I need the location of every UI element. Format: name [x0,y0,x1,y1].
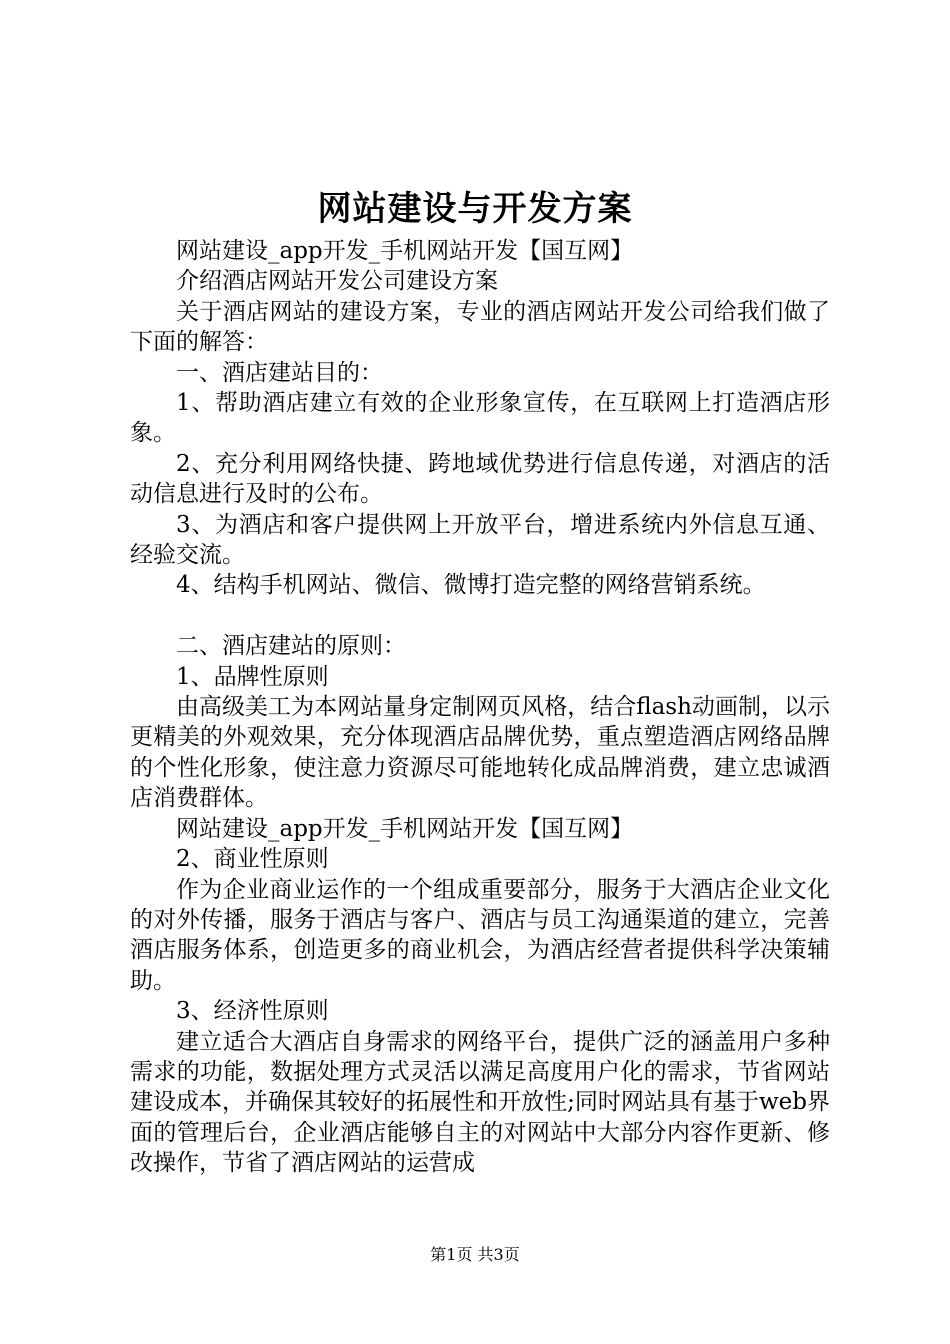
paragraph: 网站建设_app开发_手机网站开发【国互网】 [176,238,634,264]
paragraph: 关于酒店网站的建设方案，专业的酒店网站开发公司给我们做了下面的解答： [130,298,830,356]
section-heading: 一、酒店建站目的： [176,359,383,386]
paragraph: 4、结构手机网站、微信、微博打造完整的网络营销系统。 [176,572,766,599]
paragraph: 2、充分利用网络快捷、跨地域优势进行信息传递，对酒店的活动信息进行及时的公布。 [130,450,830,508]
paragraph: 由高级美工为本网站量身定制网页风格，结合flash动画制，以示更精美的外观效果，充分体现酒店品牌优势，重点塑造酒店网络品牌的个性化形象，使注意力资源尽可能地转化成品牌消费，建立忠诚酒店消费群体。 [130,694,830,812]
paragraph: 3、为酒店和客户提供网上开放平台，增进系统内外信息互通、经验交流。 [130,511,830,569]
subsection-heading: 2、商业性原则 [176,846,329,873]
paragraph: 网站建设_app开发_手机网站开发【国互网】 [176,815,634,842]
section-heading: 二、酒店建站的原则： [176,633,406,660]
paragraph: 作为企业商业运作的一个组成重要部分，服务于大酒店企业文化的对外传播，服务于酒店与客户、酒店与员工沟通渠道的建立，完善酒店服务体系，创造更多的商业机会，为酒店经营者提供科学决策辅助。 [130,876,830,994]
paragraph: 介绍酒店网站开发公司建设方案 [176,268,498,295]
blank-line [130,601,830,631]
subsection-heading: 3、经济性原则 [176,998,329,1025]
document-body [130,236,830,1179]
page-footer: 第1页 共3页 [430,1245,520,1264]
paragraph: 建立适合大酒店自身需求的网络平台，提供广泛的涵盖用户多种需求的功能，数据处理方式灵活以满足高度用户化的需求，节省网站建设成本，并确保其较好的拓展性和开放性;同时网站具有基于web界面的管理后台，企业酒店能够自主的对网站中大部分内容作更新、修改操作，节省了酒店网站的运营成 [130,1028,830,1177]
paragraph: 1、帮助酒店建立有效的企业形象宣传，在互联网上打造酒店形象。 [130,390,830,447]
subsection-heading: 1、品牌性原则 [176,663,329,690]
document-title: 网站建设与开发方案 [317,189,633,229]
